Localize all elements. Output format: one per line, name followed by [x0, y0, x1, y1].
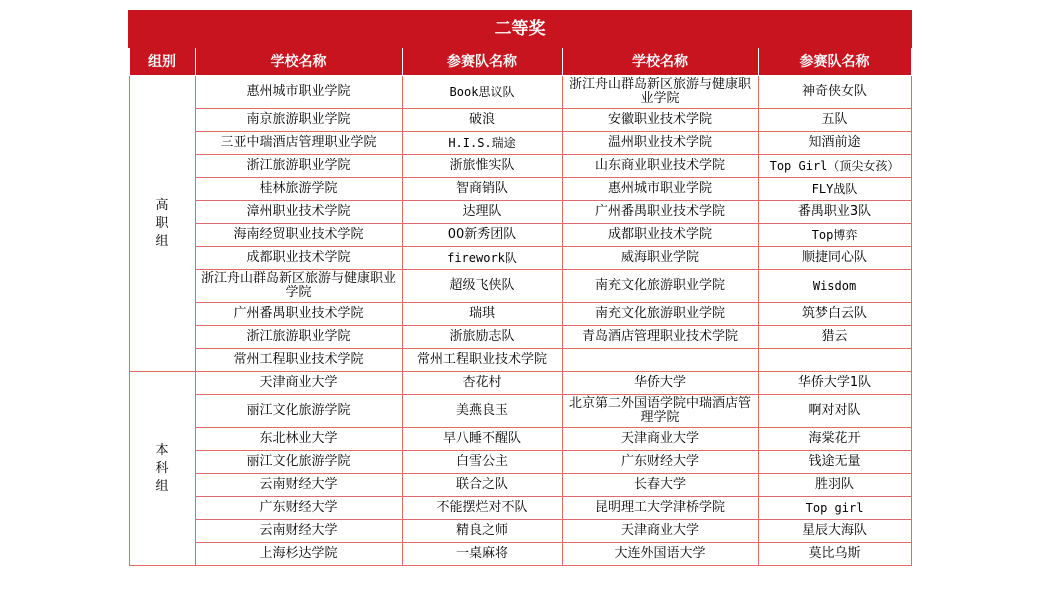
team-cell: Top博弈	[758, 224, 911, 247]
table-row	[129, 543, 911, 566]
school-cell: 大连外国语大学	[562, 543, 758, 566]
school-cell: 青岛酒店管理职业技术学院	[562, 326, 758, 349]
team-cell: 海棠花开	[758, 428, 911, 451]
team-cell: 精良之师	[402, 520, 562, 543]
school-cell: 温州职业技术学院	[562, 132, 758, 155]
table-row	[129, 270, 911, 303]
award-table-container	[128, 10, 910, 566]
table-row	[129, 428, 911, 451]
team-cell: 早八睡不醒队	[402, 428, 562, 451]
school-cell	[562, 349, 758, 372]
school-cell: 三亚中瑞酒店管理职业学院	[195, 132, 402, 155]
school-cell: 威海职业学院	[562, 247, 758, 270]
table-row	[129, 474, 911, 497]
team-cell: 五队	[758, 109, 911, 132]
header-row	[129, 47, 911, 76]
group-label-char: 高	[155, 197, 169, 213]
group-label	[129, 372, 195, 566]
table-row	[129, 224, 911, 247]
team-cell: FLY战队	[758, 178, 911, 201]
team-cell: Top Girl（顶尖女孩）	[758, 155, 911, 178]
team-cell: 瑞琪	[402, 303, 562, 326]
header-team-2: 参赛队名称	[758, 47, 911, 76]
team-cell: 浙旅惟实队	[402, 155, 562, 178]
school-cell: 北京第二外国语学院中瑞酒店管理学院	[562, 395, 758, 428]
table-row	[129, 326, 911, 349]
school-cell: 浙江旅游职业学院	[195, 155, 402, 178]
team-cell: 筑梦白云队	[758, 303, 911, 326]
team-cell: 常州工程职业技术学院	[402, 349, 562, 372]
team-cell: 猎云	[758, 326, 911, 349]
team-cell: Wisdom	[758, 270, 911, 303]
group-label-char: 科	[155, 460, 169, 476]
team-cell: 智商销队	[402, 178, 562, 201]
table-row	[129, 520, 911, 543]
school-cell: 浙江旅游职业学院	[195, 326, 402, 349]
school-cell: 成都职业技术学院	[562, 224, 758, 247]
table-row	[129, 201, 911, 224]
team-cell: 胜羽队	[758, 474, 911, 497]
school-cell: 南充文化旅游职业学院	[562, 270, 758, 303]
table-row	[129, 349, 911, 372]
school-cell: 云南财经大学	[195, 520, 402, 543]
team-cell: 白雪公主	[402, 451, 562, 474]
school-cell: 安徽职业技术学院	[562, 109, 758, 132]
school-cell: 山东商业职业技术学院	[562, 155, 758, 178]
school-cell: 云南财经大学	[195, 474, 402, 497]
table-row	[129, 109, 911, 132]
table-row	[129, 451, 911, 474]
team-cell: 破浪	[402, 109, 562, 132]
table-row	[129, 155, 911, 178]
header-school-2: 学校名称	[562, 47, 758, 76]
group-label-char: 职	[155, 215, 169, 231]
school-cell: 天津商业大学	[195, 372, 402, 395]
team-cell: 联合之队	[402, 474, 562, 497]
team-cell: 啊对对队	[758, 395, 911, 428]
table-row	[129, 497, 911, 520]
team-cell: 莫比乌斯	[758, 543, 911, 566]
header-group: 组别	[129, 47, 195, 76]
team-cell: 知酒前途	[758, 132, 911, 155]
school-cell: 广州番禺职业技术学院	[562, 201, 758, 224]
group-label-char: 组	[155, 233, 169, 249]
team-cell: 钱途无量	[758, 451, 911, 474]
table-row	[129, 372, 911, 395]
school-cell: 天津商业大学	[562, 520, 758, 543]
table-row	[129, 76, 911, 109]
school-cell: 华侨大学	[562, 372, 758, 395]
team-cell: 神奇侠女队	[758, 76, 911, 109]
school-cell: 东北林业大学	[195, 428, 402, 451]
school-cell: 南充文化旅游职业学院	[562, 303, 758, 326]
header-team-1: 参赛队名称	[402, 47, 562, 76]
school-cell: 海南经贸职业技术学院	[195, 224, 402, 247]
school-cell: 昆明理工大学津桥学院	[562, 497, 758, 520]
team-cell: 美燕良玉	[402, 395, 562, 428]
team-cell: 不能摆烂对不队	[402, 497, 562, 520]
team-cell: 浙旅励志队	[402, 326, 562, 349]
award-table	[128, 10, 912, 566]
table-row	[129, 247, 911, 270]
school-cell: 广东财经大学	[562, 451, 758, 474]
table-row	[129, 395, 911, 428]
team-cell: 一桌麻将	[402, 543, 562, 566]
school-cell: 丽江文化旅游学院	[195, 395, 402, 428]
school-cell: 长春大学	[562, 474, 758, 497]
team-cell: 杏花村	[402, 372, 562, 395]
team-cell: 顺捷同心队	[758, 247, 911, 270]
school-cell: 广州番禺职业技术学院	[195, 303, 402, 326]
school-cell: 广东财经大学	[195, 497, 402, 520]
header-school-1: 学校名称	[195, 47, 402, 76]
table-row	[129, 303, 911, 326]
team-cell: 华侨大学1队	[758, 372, 911, 395]
school-cell: 南京旅游职业学院	[195, 109, 402, 132]
group-label	[129, 76, 195, 372]
table-title: 二等奖	[129, 11, 911, 47]
school-cell: 浙江舟山群岛新区旅游与健康职业学院	[195, 270, 402, 303]
school-cell: 惠州城市职业学院	[562, 178, 758, 201]
school-cell: 漳州职业技术学院	[195, 201, 402, 224]
team-cell: 星辰大海队	[758, 520, 911, 543]
team-cell: firework队	[402, 247, 562, 270]
school-cell: 上海杉达学院	[195, 543, 402, 566]
team-cell: 达理队	[402, 201, 562, 224]
team-cell: H.I.S.瑞途	[402, 132, 562, 155]
team-cell	[758, 349, 911, 372]
school-cell: 惠州城市职业学院	[195, 76, 402, 109]
team-cell: Book思议队	[402, 76, 562, 109]
table-row	[129, 178, 911, 201]
table-body	[129, 76, 911, 566]
school-cell: 常州工程职业技术学院	[195, 349, 402, 372]
school-cell: 天津商业大学	[562, 428, 758, 451]
school-cell: 成都职业技术学院	[195, 247, 402, 270]
team-cell: 00新秀团队	[402, 224, 562, 247]
team-cell: 超级飞侠队	[402, 270, 562, 303]
group-label-char: 本	[155, 442, 169, 458]
school-cell: 浙江舟山群岛新区旅游与健康职业学院	[562, 76, 758, 109]
group-label-char: 组	[155, 478, 169, 494]
team-cell: 番禺职业3队	[758, 201, 911, 224]
team-cell: Top girl	[758, 497, 911, 520]
school-cell: 丽江文化旅游学院	[195, 451, 402, 474]
table-row	[129, 132, 911, 155]
school-cell: 桂林旅游学院	[195, 178, 402, 201]
